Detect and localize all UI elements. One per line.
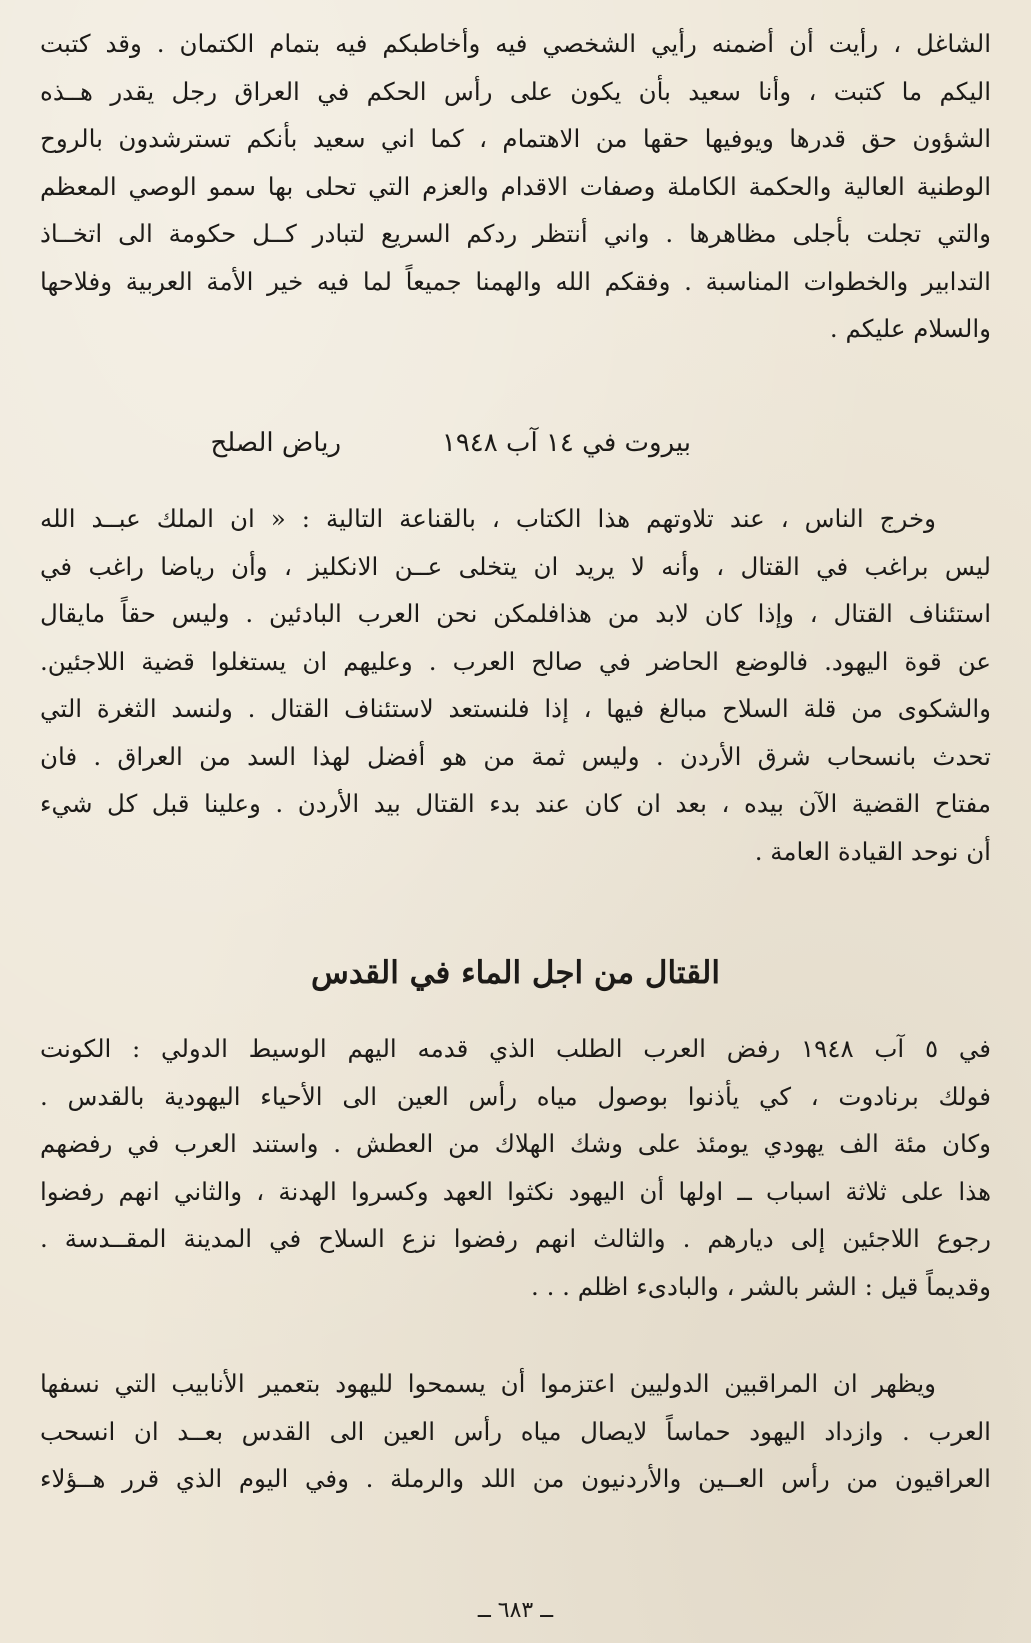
text-line: في ٥ آب ١٩٤٨ رفض العرب الطلب الذي قدمه اليهم الوسيط الدولي : الكونت [40,1034,991,1063]
signature-date: بيروت في ١٤ آب ١٩٤٨ [441,428,691,458]
text-line: فولك برنادوت ، كي يأذنوا بوصول مياه رأس العين الى الأحياء اليهودية بالقدس . [40,1081,991,1111]
text-line: الوطنية العالية والحكمة الكاملة وصفات الاقدام والعزم التي تحلى بها سمو الوصي المعظم [40,171,991,201]
text-line: هذا على ثلاثة اسباب ــ اولها أن اليهود نكثوا العهد وكسروا الهدنة ، والثاني انهم رفضوا [40,1176,991,1206]
signature-name: رياض الصلح [210,428,341,458]
text-line: والتي تجلت بأجلى مظاهرها . واني أنتظر ردكم السريع لتبادر كــل حكومة الى اتخــاذ [40,219,991,248]
section-heading: القتال من اجل الماء في القدس [311,955,720,991]
letter-closing-paragraph [40,20,991,353]
text-line: اليكم ما كتبت ، وأنا سعيد بأن يكون على رأس الحكم في العراق رجل يقدر هــذه [40,76,991,106]
text-line: العرب . وازداد اليهود حماساً لايصال مياه رأس العين الى القدس بعــد ان انسحب [40,1416,991,1446]
text-line: والسلام عليكم . [829,314,991,343]
letter-signature [0,428,1031,478]
text-line: رجوع اللاجئين إلى ديارهم . والثالث انهم رفضوا نزع السلاح في المدينة المقــدسة . [40,1224,991,1253]
text-line: مفتاح القضية الآن بيده ، بعد ان كان عند بدء القتال بيد الأردن . وعلينا قبل كل شيء [40,789,991,818]
text-line: ليس براغب في القتال ، وأنه لا يريد ان يتخلى عــن الانكليز ، وأن رياضا راغب في [40,551,991,581]
text-line: تحدث بانسحاب شرق الأردن . وليس ثمة من هو أفضل لهذا السد من العراق . فان [40,741,991,771]
text-line: الشؤون حق قدرها ويوفيها حقها من الاهتمام ، كما اني سعيد بأنكم تسترشدون بالروح [40,124,991,153]
text-line: ويظهر ان المراقبين الدوليين اعتزموا أن يسمحوا لليهود بتعمير الأنابيب التي نسفها [40,1369,936,1398]
text-line: عن قوة اليهود. فالوضع الحاضر في صالح العرب . وعليهم ان يستغلوا قضية اللاجئين. [40,646,991,676]
text-line: استئناف القتال ، وإذا كان لابد من هذافلمكن نحن العرب البادئين . وليس حقاً مايقال [40,599,991,628]
text-line: والشكوى من قلة السلاح مبالغ فيها ، إذا فلنستعد لاستئناف القتال . ولنسد الثغرة التي [40,694,991,723]
text-line: العراقيون من رأس العــين والأردنيون من اللد والرملة . وفي اليوم الذي قرر هــؤلاء [40,1464,991,1493]
text-line: وقديماً قيل : الشر بالشر ، والبادىء اظلم . . . [531,1271,991,1301]
text-line: وخرج الناس ، عند تلاوتهم هذا الكتاب ، بالقناعة التالية : « ان الملك عبــد الله [40,504,936,533]
water-dispute-paragraph [40,1025,991,1310]
observers-paragraph [40,1360,991,1503]
page-number: ــ ٦٨٣ ــ [477,1598,554,1623]
people-reaction-paragraph [40,495,991,875]
text-line: الشاغل ، رأيت أن أضمنه رأيي الشخصي فيه وأخاطبكم فيه بتمام الكتمان . وقد كتبت [40,29,991,58]
text-line: التدابير والخطوات المناسبة . وفقكم الله والهمنا جميعاً لما فيه خير الأمة العربية وفلاحها [40,266,991,296]
text-line: وكان مئة الف يهودي يومئذ على وشك الهلاك من العطش . واستند العرب في رفضهم [40,1129,991,1158]
text-line: أن نوحد القيادة العامة . [754,836,991,866]
